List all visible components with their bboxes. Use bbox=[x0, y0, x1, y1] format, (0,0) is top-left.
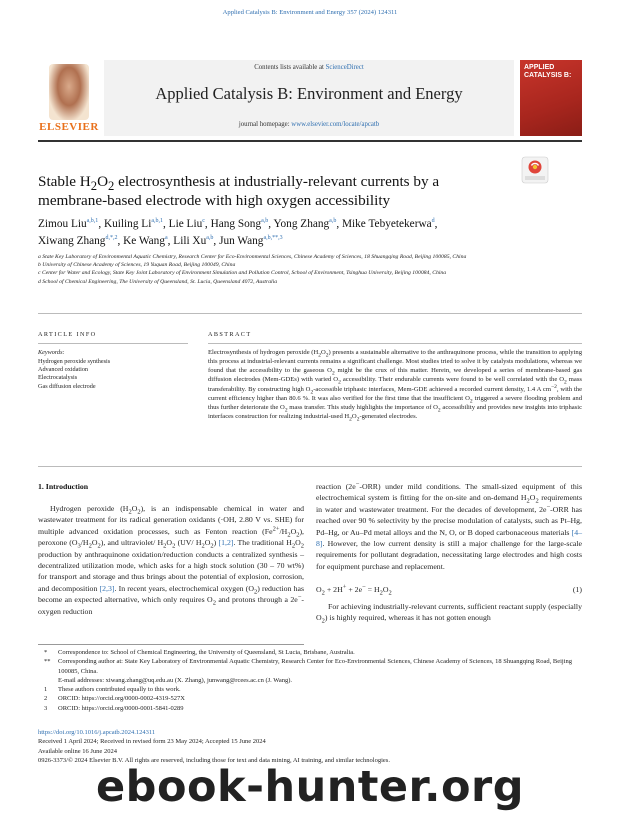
section-heading-introduction: 1. Introduction bbox=[38, 482, 89, 491]
footnote-mark: 2 bbox=[44, 695, 48, 703]
intro-column-right bbox=[316, 481, 582, 572]
contents-prefix: Contents lists available at bbox=[254, 64, 326, 71]
keyword: Electrocatalysis bbox=[38, 374, 78, 382]
footnote bbox=[38, 657, 582, 676]
footnote-text: ORCID: https://orcid.org/0000-0002-4319-527X bbox=[58, 695, 185, 703]
citation-link[interactable]: [4–8] bbox=[316, 527, 582, 549]
affiliation-a: a State Key Laboratory of Environmental Aquatic Chemistry, Research Center for Eco-Environmental Sciences, Chinese Academy of Sciences, 18 Shuangqing Road, Beijing 100085, China bbox=[38, 254, 467, 260]
footnote-mark: ** bbox=[44, 658, 51, 666]
publication-info bbox=[38, 728, 582, 766]
citation-link[interactable]: [2,3] bbox=[99, 583, 115, 593]
keyword: Gas diffusion electrode bbox=[38, 382, 96, 390]
article-info-heading: ARTICLE INFO bbox=[38, 331, 97, 338]
abstract-rule bbox=[208, 343, 582, 344]
affiliation-rule bbox=[38, 313, 582, 314]
footnote bbox=[38, 685, 582, 694]
footnote-mark: * bbox=[44, 649, 48, 656]
affiliation-c: c Center for Water and Ecology, State Key Joint Laboratory of Environment Simulation and Pollution Control, School of Environment, Tsinghua University, Beijing 100084, China bbox=[38, 270, 447, 277]
citation-link[interactable]: [1,2] bbox=[218, 538, 234, 548]
footnote-rule bbox=[38, 644, 304, 645]
footnote-mark: 1 bbox=[44, 686, 48, 694]
footnote-text: E-mail addresses: xiwang.zhang@uq.edu.au (X. Zhang), junwang@rcees.ac.cn (J. Wang). bbox=[58, 676, 293, 684]
homepage-prefix: journal homepage: bbox=[238, 121, 292, 128]
author-line-1: Zimou Liu$^{a,b,1}$, Kuiling Li$^{a,b,1}$, Lie Liu$^c$, Hang Song$^{a,b}$, Yong Zhang$^{a,b}$, Mike Tebyetekerwa$^d$, bbox=[38, 218, 438, 230]
equation-number: (1) bbox=[572, 585, 582, 594]
check-for-updates-icon[interactable] bbox=[521, 156, 549, 184]
homepage-link[interactable]: www.elsevier.com/locate/apcatb bbox=[291, 121, 380, 128]
copyright: 0926-3373/© 2024 Elsevier B.V. All rights are reserved, including those for text and data mining, AI training, and similar technologies. bbox=[38, 757, 390, 765]
contents-line bbox=[104, 64, 514, 71]
footnote-text: ORCID: https://orcid.org/0000-0001-5841-0289 bbox=[58, 704, 184, 712]
header-rule bbox=[38, 140, 582, 142]
online-date: Available online 16 June 2024 bbox=[38, 747, 117, 755]
intro-paragraph: For achieving industrially-relevant currents, sufficient reactant supply (especially $O_2$) is highly required, whereas it has not gotten enough bbox=[316, 602, 582, 625]
homepage-line bbox=[104, 121, 514, 128]
cover-title: APPLIED CATALYSIS B: bbox=[524, 64, 572, 79]
doi-link[interactable]: https://doi.org/10.1016/j.apcatb.2024.124311 bbox=[38, 729, 156, 736]
publisher-name: ELSEVIER bbox=[39, 121, 99, 133]
received-dates: Received 1 April 2024; Received in revised form 23 May 2024; Accepted 15 June 2024 bbox=[38, 738, 266, 746]
intro-column-left bbox=[38, 503, 304, 617]
sciencedirect-link[interactable]: ScienceDirect bbox=[325, 64, 364, 71]
journal-title: Applied Catalysis B: Environment and Energy bbox=[155, 84, 463, 103]
author-line-2: Xiwang Zhang$^{d,*,2}$, Ke Wang$^a$, Lili Xu$^{a,b}$, Jun Wang$^{a,b,**,3}$ bbox=[38, 235, 283, 247]
affiliations bbox=[38, 254, 508, 287]
footnote bbox=[38, 676, 582, 685]
author-list bbox=[38, 216, 582, 250]
footnote-text: Correspondence to: School of Chemical Engineering, the University of Queensland, St Lucia, Brisbane, Australia. bbox=[58, 649, 355, 656]
keyword: Advanced oxidation bbox=[38, 366, 89, 374]
watermark: ebook-hunter.org bbox=[96, 762, 524, 812]
elsevier-tree-icon bbox=[49, 64, 89, 120]
keywords-label: Keywords: bbox=[38, 349, 65, 356]
footnote bbox=[38, 704, 582, 713]
journal-reference[interactable]: Applied Catalysis B: Environment and Energy 357 (2024) 124311 bbox=[222, 9, 398, 16]
footnote-text: These authors contributed equally to this work. bbox=[58, 686, 181, 694]
abstract-text: Electrosynthesis of hydrogen peroxide $(H_2O_2)$ presents a sustainable alternative to the anthraquinone process, while the transition to applying this process at industrial-relevant currents remains a significant challenge. Most studies tried to solve it by catalysts modulations, whereas we found that the accessibility to the gaseous $O_2$ might be the crux of this matter. Herein, we developed a series of membrane-based gas diffusion electrodes (Mem-GDEs) with varied $O_2$ accessibility. Their endurable currents were found to be well correlated with the $O_2$ mass transferability. By constructing high $O_2$-accessible triphasic interfaces, Mem-GDE achieved a recorded current density, 1.4 A $cm^{-2}$, with the current efficiency higher than 80.6 %. It was also verified for the first time that the insufficient $O_2$ triggered a severe flooding problem and thus further deteriorate the $O_2$ mass transfer. This study highlights the importance of $O_2$ accessibility and provides new insights into triphasic interfaces construction for realizing industrial-used $H_2O_2$-generated electrodes. bbox=[208, 349, 583, 423]
footnote bbox=[38, 694, 582, 703]
affiliation-d: d School of Chemical Engineering, The University of Queensland, St. Lucia, Queensland 4072, Australia bbox=[38, 278, 278, 285]
abstract-end-rule bbox=[38, 466, 582, 467]
intro-paragraph: reaction (2e−-ORR) under mild conditions. The small-sized equipment of this electrochemical system is fitting for the on-site and on-demand $H_2O_2$ requirements in water and wastewater treatment. For the decades of development, 2e−-ORR has reached over 90 % selectivity by the precise modulation of catalysts, such as Pt–Hg, Pd–Hg, or Au–Pd metal alloys and the N, O, or B doped carbonaceous materials [4–8]. However, the low current density is still a major challenge for the large-scale requirements for pollutant degradation, necessitating large electrodes and high costs for equipment purchase and replacement. bbox=[316, 480, 583, 571]
article-info-rule bbox=[38, 343, 188, 344]
affiliation-b: b University of Chinese Academy of Sciences, 19 Yuquan Road, Beijing 100049, China bbox=[38, 262, 236, 269]
footnotes bbox=[38, 648, 582, 713]
abstract-heading: ABSTRACT bbox=[208, 331, 252, 338]
keyword: Hydrogen peroxide synthesis bbox=[38, 358, 111, 365]
intro-paragraph: Hydrogen peroxide $(H_2O_2)$, is an indispensable chemical in water and wastewater treatment for its radical generation oxidants (·OH, 2.80 V vs. SHE) for multiple advanced oxidation processes, such as Fenton reaction $(Fe^{2+}/H_2O_2)$, peroxone $(O_3/H_2O_2)$, and ultraviolet/ $H_2O_2$ (UV/ $H_2O_2$) [1,2]. The traditional $H_2O_2$ production by anthraquinone oxidation/reduction conducts a centralized synthesis – decentralized utilization mode, which asks for a high stock solution (30 – 70 wt%) for transport and storage and thus brings about the potential of explosion, corrosion, and decomposition [2,3]. In recent years, electrochemical oxygen $(O_2)$ reduction has become an expected alternative, which only requires $O_2$ and protons through a 2e−-oxygen reduction bbox=[38, 504, 305, 616]
intro-column-right-continued bbox=[316, 601, 582, 624]
footnote-text: Corresponding author at: State Key Laboratory of Environmental Aquatic Chemistry, Research Center for Eco-Environmental Sciences, Chinese Academy of Sciences, 18 Shuangqing Road, Beijing 100085, China. bbox=[58, 658, 573, 675]
footnote bbox=[38, 648, 582, 657]
keywords-list bbox=[38, 358, 110, 391]
footnote-mark: 3 bbox=[44, 704, 48, 712]
equation-1: $O_2 + 2H^+ + 2e^- = H_2O_2$ (1) bbox=[316, 583, 582, 597]
article-title: Stable $H_2O_2$ electrosynthesis at industrially-relevant currents by a membrane-based electrode with high oxygen accessibility bbox=[38, 173, 440, 209]
